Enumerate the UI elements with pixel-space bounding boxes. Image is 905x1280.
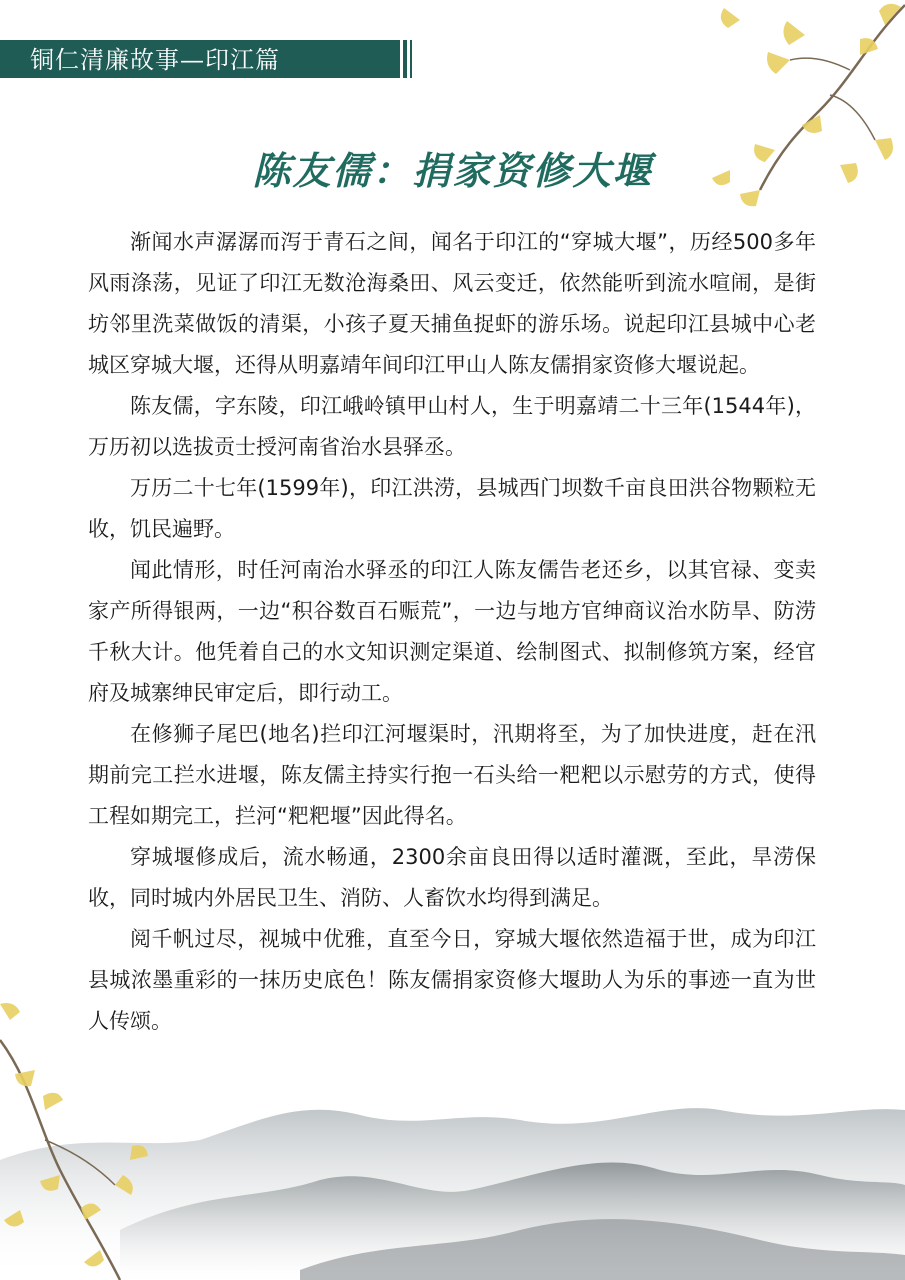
header-stripe [403,40,407,78]
paragraph-6: 穿城堰修成后，流水畅通，2300余亩良田得以适时灌溉，至此，旱涝保收，同时城内外居民卫生、消防、人畜饮水均得到满足。 [88,845,816,910]
paragraph-1: 渐闻水声潺潺而泻于青石之间，闻名于印江的“穿城大堰”，历经500多年风雨涤荡，见证了印江无数沧海桑田、风云变迁，依然能听到流水喧闹，是街坊邻里洗菜做饭的清渠，小孩子夏天捕鱼捉虾的游乐场。说起印江县城中心老城区穿城大堰，还得从明嘉靖年间印江甲山人陈友儒捐家资修大堰说起。 [88,230,816,377]
page-title: 陈友儒：捐家资修大堰 [252,149,653,193]
paragraph-7: 阅千帆过尽，视城中优雅，直至今日，穿城大堰依然造福于世，成为印江县城浓墨重彩的一抹历史底色！陈友儒捐家资修大堰助人为乐的事迹一直为世人传颂。 [88,927,816,1033]
paragraph-4: 闻此情形，时任河南治水驿丞的印江人陈友儒告老还乡，以其官禄、变卖家产所得银两，一边“积谷数百石赈荒”，一边与地方官绅商议治水防旱、防涝千秋大计。他凭着自己的水文知识测定渠道、绘制图式、拟制修筑方案，经官府及城寨绅民审定后，即行动工。 [88,558,816,705]
paragraph-5: 在修狮子尾巴(地名)拦印江河堰渠时，汛期将至，为了加快进度，赶在汛期前完工拦水进堰，陈友儒主持实行抱一石头给一粑粑以示慰劳的方式，使得工程如期完工，拦河“粑粑堰”因此得名。 [88,722,816,828]
series-label: 铜仁清廉故事—印江篇 [30,46,280,74]
header-stripe-thin [410,40,412,78]
paragraph-3: 万历二十七年(1599年)，印江洪涝，县城西门坝数千亩良田洪谷物颗粒无收，饥民遍野。 [88,476,816,541]
paragraph-2: 陈友儒，字东陵，印江峨岭镇甲山村人，生于明嘉靖二十三年(1544年)，万历初以选拔贡士授河南省治水县驿丞。 [88,394,816,459]
article-body [88,222,816,1042]
ginkgo-branch-bottom-left [0,1000,170,1280]
